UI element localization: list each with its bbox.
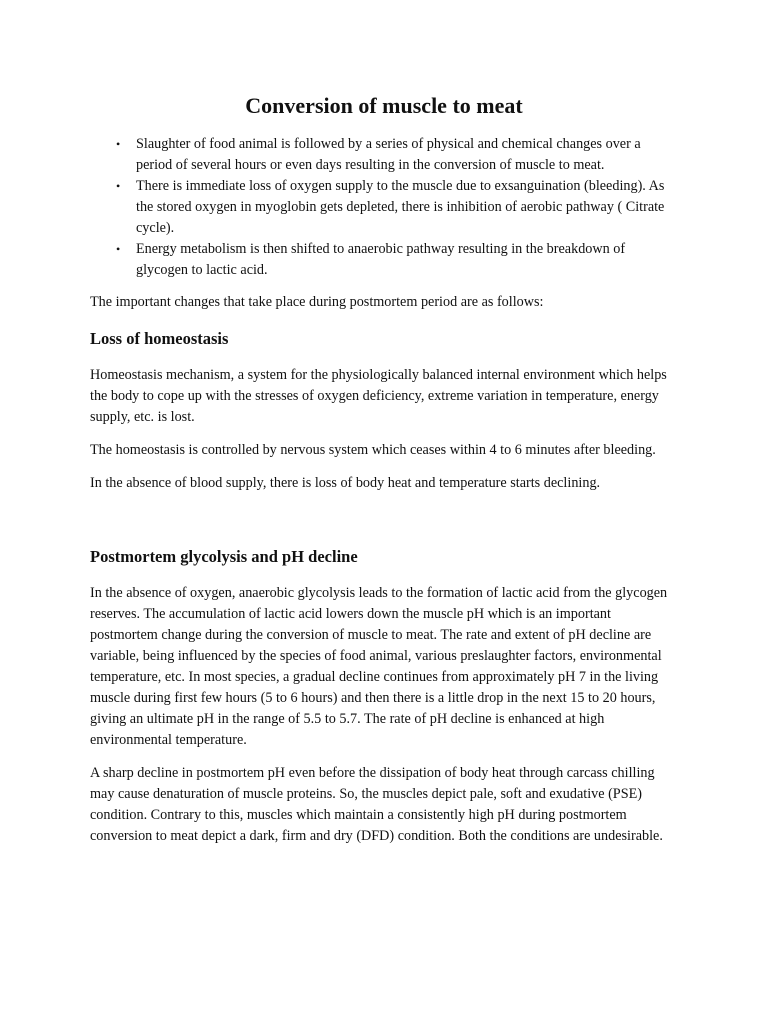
- intro-paragraph: The important changes that take place during postmortem period are as follows:: [90, 294, 544, 310]
- list-item-text: There is immediate loss of oxygen supply to the muscle due to exsanguination (bleeding). As the stored oxygen in myoglobin gets depleted, there is inhibition of aerobic pathway ( Citrate cycle).: [136, 178, 665, 236]
- bullet-icon: •: [116, 242, 121, 256]
- section-heading-homeostasis: Loss of homeostasis: [90, 329, 229, 348]
- bullet-icon: •: [116, 137, 121, 151]
- section-heading-glycolysis: Postmortem glycolysis and pH decline: [90, 547, 358, 566]
- list-item-text: Energy metabolism is then shifted to anaerobic pathway resulting in the breakdown of glycogen to lactic acid.: [136, 241, 626, 278]
- paragraph: In the absence of oxygen, anaerobic glycolysis leads to the formation of lactic acid from the glycogen reserves. The accumulation of lactic acid lowers down the muscle pH which is an important postmortem change during the conversion of muscle to meat. The rate and extent of pH decline are variable, being influenced by the species of food animal, various preslaughter factors, environmental temperature, etc. In most species, a gradual decline continues from approximately pH 7 in the living muscle during first few hours (5 to 6 hours) and then there is a little drop in the next 15 to 20 hours, giving an ultimate pH in the range of 5.5 to 5.7. The rate of pH decline is enhanced at high environmental temperature.: [90, 585, 668, 748]
- page-title: Conversion of muscle to meat: [245, 93, 523, 118]
- paragraph: A sharp decline in postmortem pH even before the dissipation of body heat through carcass chilling may cause denaturation of muscle proteins. So, the muscles depict pale, soft and exudative (PSE) condition. Contrary to this, muscles which maintain a consistently high pH during postmortem conversion to meat depict a dark, firm and dry (DFD) condition. Both the conditions are undesirable.: [90, 765, 663, 844]
- paragraph: Homeostasis mechanism, a system for the physiologically balanced internal environment which helps the body to cope up with the stresses of oxygen deficiency, extreme variation in temperature, energy supply, etc. is lost.: [90, 367, 667, 425]
- bullet-icon: •: [116, 179, 121, 193]
- list-item: [90, 134, 678, 176]
- list-item: [90, 239, 678, 281]
- bullet-list: [90, 134, 678, 281]
- list-item-text: Slaughter of food animal is followed by a series of physical and chemical changes over a period of several hours or even days resulting in the conversion of muscle to meat.: [136, 136, 641, 173]
- paragraph: The homeostasis is controlled by nervous system which ceases within 4 to 6 minutes after bleeding.: [90, 442, 656, 458]
- paragraph: In the absence of blood supply, there is loss of body heat and temperature starts declining.: [90, 475, 601, 491]
- list-item: [90, 176, 678, 239]
